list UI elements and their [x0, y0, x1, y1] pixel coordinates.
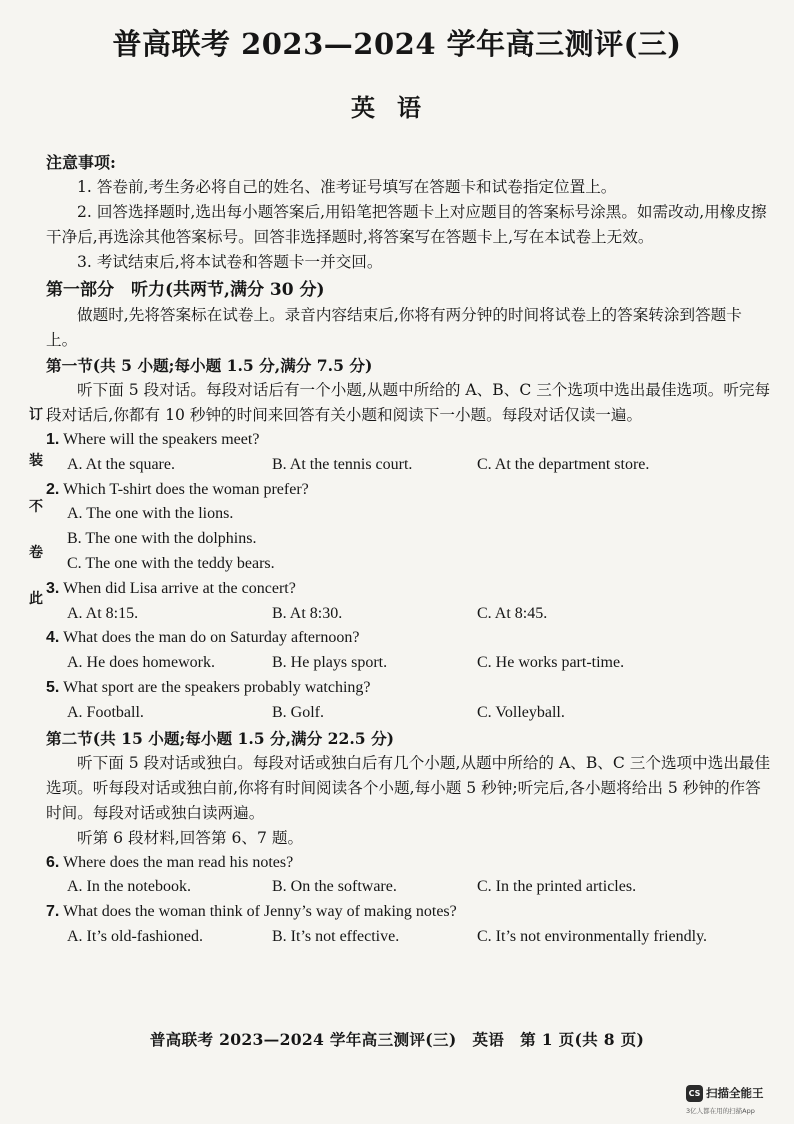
option-c: C. The one with the teddy bears. — [67, 554, 275, 572]
question — [46, 676, 772, 701]
option-b: B. Golf. — [272, 703, 324, 721]
option-a: A. At 8:15. — [67, 604, 139, 622]
options-row — [67, 651, 772, 676]
question — [46, 626, 772, 651]
option-b: B. At the tennis court. — [272, 455, 413, 473]
scanner-slogan: 3亿人都在用的扫描App — [686, 1107, 755, 1115]
part1-heading: 第一部分 听力(共两节,满分 30 分) — [46, 280, 325, 300]
option-a: A. The one with the lions. — [67, 505, 234, 523]
binding-margin-note — [26, 392, 46, 622]
question — [46, 577, 772, 602]
option-b: B. He plays sport. — [272, 654, 388, 672]
question — [46, 478, 772, 503]
question — [46, 428, 772, 453]
notice-item: 3. 考试结束后,将本试卷和答题卡一并交回。 — [77, 253, 383, 271]
option-c: C. It’s not environmentally friendly. — [477, 927, 708, 945]
question-text: Which T-shirt does the woman prefer? — [63, 480, 309, 498]
scanner-app-name: 扫描全能王 — [706, 1086, 764, 1100]
options-row — [67, 925, 772, 950]
binding-char: 此 — [29, 591, 43, 607]
camscanner-logo-icon: CS — [686, 1085, 703, 1102]
question-number: 1. — [46, 431, 60, 448]
scanner-watermark — [686, 1085, 786, 1117]
options-row — [67, 453, 772, 478]
part1-instructions: 做题时,先将答案标在试卷上。录音内容结束后,你将有两分钟的时间将试卷上的答案转涂到答题卡上。 — [46, 306, 742, 349]
option-a: A. He does homework. — [67, 654, 215, 672]
question-text: What does the man do on Saturday afternoon? — [63, 629, 360, 647]
options-row — [67, 875, 772, 900]
option-c: C. Volleyball. — [477, 703, 565, 721]
question-number: 5. — [46, 678, 60, 696]
question-text: When did Lisa arrive at the concert? — [63, 579, 296, 597]
question-text: What does the woman think of Jenny’s way of making notes? — [63, 903, 457, 921]
exam-content — [46, 150, 772, 950]
option-b: B. It’s not effective. — [272, 927, 400, 945]
options-row — [67, 701, 772, 726]
option-b: B. On the software. — [272, 878, 397, 896]
option-a: A. It’s old-fashioned. — [67, 927, 203, 945]
section1-heading: 第一节(共 5 小题;每小题 1.5 分,满分 7.5 分) — [46, 356, 373, 375]
question-number: 2. — [46, 480, 60, 498]
question-number: 6. — [46, 853, 60, 871]
option-b: B. At 8:30. — [272, 604, 343, 622]
exam-title: 普高联考 2023—2024 学年高三测评(三) — [112, 27, 682, 61]
section2-instructions: 听下面 5 段对话或独白。每段对话或独白后有几个小题,从题中所给的 A、B、C 三个选项中选出最佳选项。听每段对话或独白前,你将有时间阅读各个小题,每小题 5 秒钟;听完后,各小题将给出 5 秒钟的作答时间。每段对话或独白读两遍。 — [46, 753, 771, 822]
binding-char: 订 — [29, 407, 43, 423]
section2-material: 听第 6 段材料,回答第 6、7 题。 — [77, 828, 304, 847]
option-a: A. In the notebook. — [67, 878, 191, 896]
question-number: 3. — [46, 579, 60, 597]
binding-char: 装 — [29, 453, 43, 469]
section1-instructions: 听下面 5 段对话。每段对话后有一个小题,从题中所给的 A、B、C 三个选项中选出最佳选项。听完每段对话后,你都有 10 秒钟的时间来回答有关小题和阅读下一小题。每段对话仅读一遍。 — [46, 381, 771, 424]
question-number: 7. — [46, 903, 60, 921]
binding-char: 卷 — [29, 545, 43, 561]
option-c: C. At the department store. — [477, 455, 650, 473]
question — [46, 900, 772, 925]
subject-title: 英语 — [351, 93, 443, 122]
question-text: What sport are the speakers probably watching? — [63, 678, 371, 696]
option-c: C. He works part-time. — [477, 654, 625, 672]
page-footer: 普高联考 2023—2024 学年高三测评(三) 英语 第 1 页(共 8 页) — [149, 1030, 645, 1049]
options-row — [67, 602, 772, 627]
section2-heading: 第二节(共 15 小题;每小题 1.5 分,满分 22.5 分) — [46, 728, 395, 748]
option-c: C. In the printed articles. — [477, 878, 637, 896]
question-number: 4. — [46, 629, 60, 647]
notice-item: 2. 回答选择题时,选出每小题答案后,用铅笔把答题卡上对应题目的答案标号涂黑。如需改动,用橡皮擦干净后,再选涂其他答案标号。回答非选择题时,将答案写在答题卡上,写在本试卷上无效。 — [46, 203, 767, 246]
question-text: Where does the man read his notes? — [63, 853, 294, 871]
option-c: C. At 8:45. — [477, 604, 548, 622]
option-b: B. The one with the dolphins. — [67, 530, 257, 548]
binding-char: 不 — [29, 499, 43, 515]
option-a: A. At the square. — [67, 455, 175, 473]
question — [46, 851, 772, 876]
question-text: Where will the speakers meet? — [63, 431, 260, 448]
notice-heading: 注意事项: — [46, 153, 116, 172]
option-a: A. Football. — [67, 703, 144, 721]
notice-item: 1. 答卷前,考生务必将自己的姓名、准考证号填写在答题卡和试卷指定位置上。 — [77, 178, 617, 196]
